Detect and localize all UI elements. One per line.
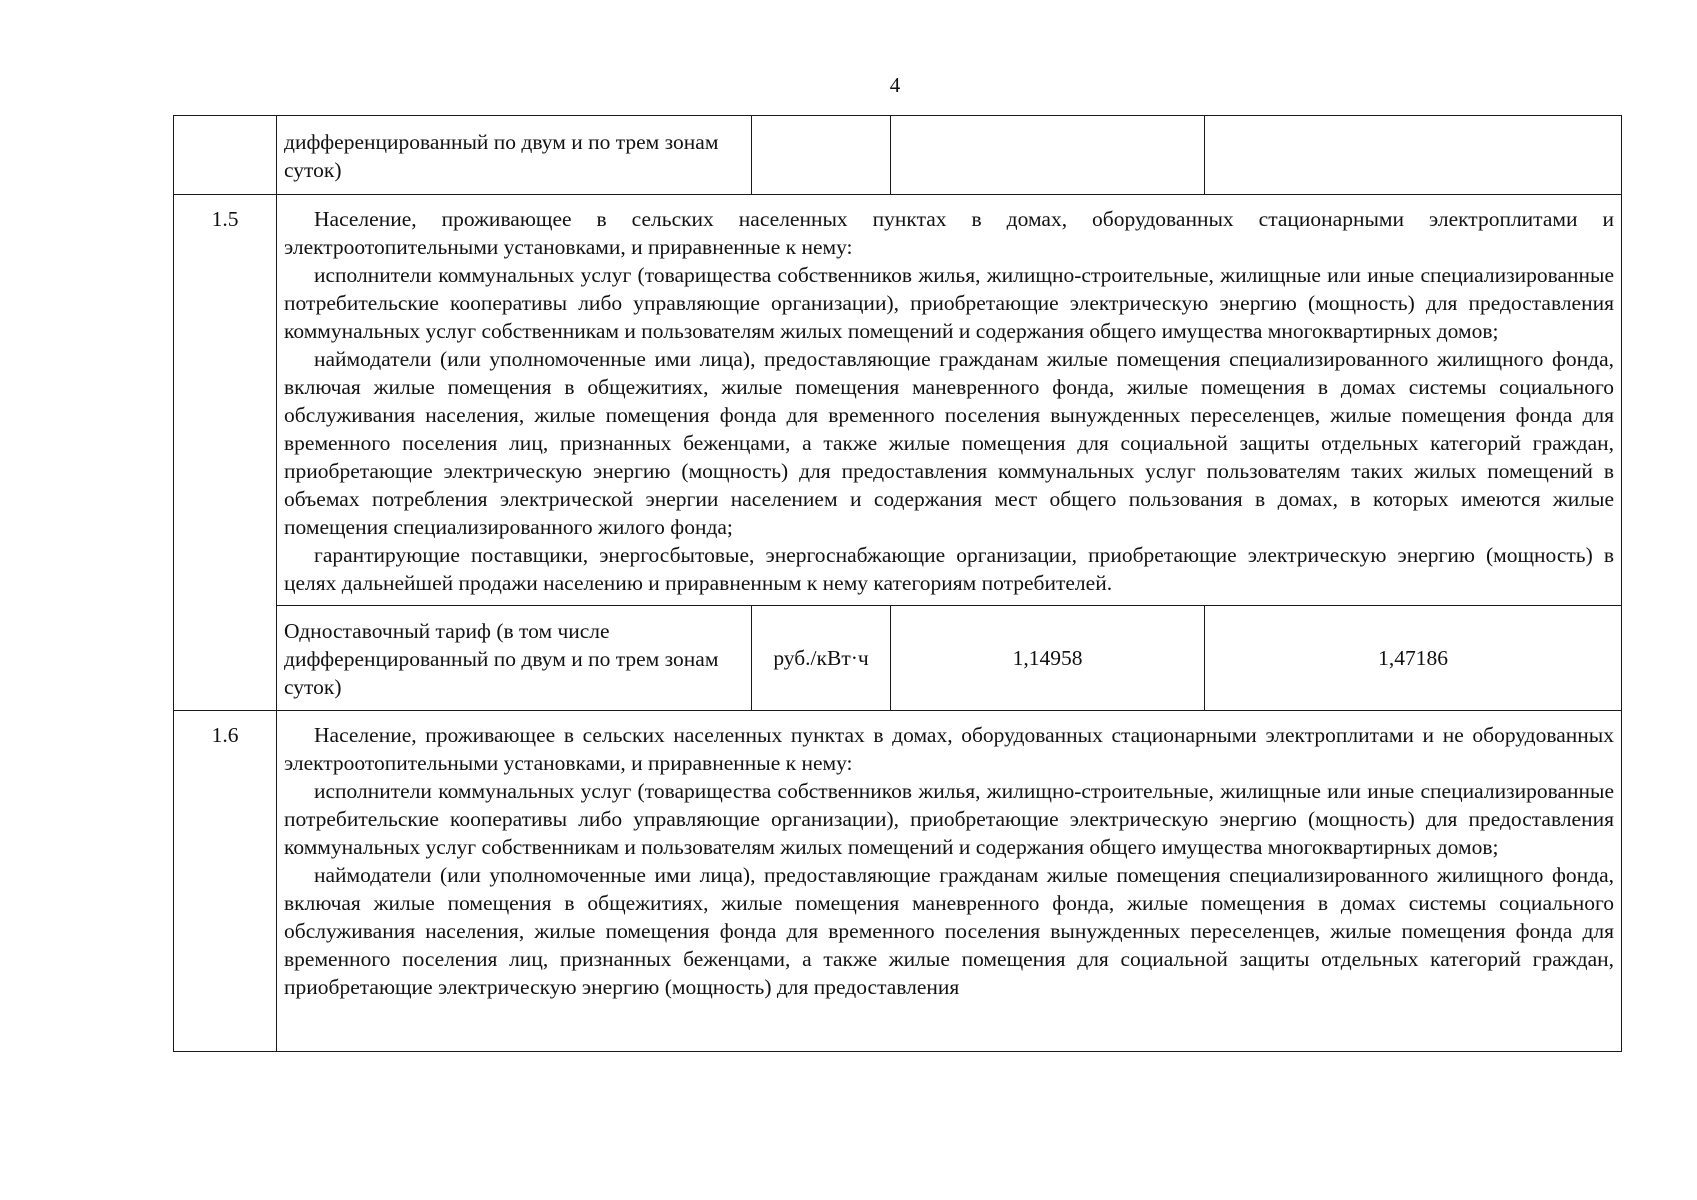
value-cell-2 bbox=[1205, 116, 1622, 195]
value-cell-1: 1,14958 bbox=[891, 606, 1205, 711]
tariff-name-cell: Одноставочный тариф (в том числе дифференцированный по двум и по трем зонам суток) bbox=[277, 606, 752, 711]
table-row-1-6 bbox=[174, 711, 1622, 1052]
value-cell-2: 1,47186 bbox=[1205, 606, 1622, 711]
row-number: 1.6 bbox=[174, 711, 277, 1052]
description-paragraph: Население, проживающее в сельских населенных пунктах в домах, оборудованных стационарными электроплитами и не оборудованных электроотопительными установками, и приравненные к нему: bbox=[284, 723, 1614, 775]
tariff-table bbox=[173, 115, 1622, 1052]
unit-cell: руб./кВт·ч bbox=[752, 606, 891, 711]
description-paragraph: исполнители коммунальных услуг (товарищества собственников жилья, жилищно-строительные, жилищные или иные специализированные потребительские кооперативы либо управляющие организации), приобретающие электрическую энергию (мощность) для предоставления коммунальных услуг собственникам и пользователям жилых помещений и содержания общего имущества многоквартирных домов; bbox=[284, 263, 1614, 343]
table-row-tariff-1-5 bbox=[174, 606, 1622, 711]
description-paragraph: наймодатели (или уполномоченные ими лица), предоставляющие гражданам жилые помещения специализированного жилищного фонда, включая жилые помещения в общежитиях, жилые помещения маневренного фонда, жилые помещения в домах системы социального обслуживания населения, жилые помещения фонда для временного поселения вынужденных переселенцев, жилые помещения фонда для временного поселения лиц, признанных беженцами, а также жилые помещения для социальной защиты отдельных категорий граждан, приобретающие электрическую энергию (мощность) для предоставления коммунальных услуг пользователям таких жилых помещений в объемах потребления электрической энергии населением и содержания мест общего пользования в домах, в которых имеются жилые помещения специализированного жилого фонда; bbox=[284, 347, 1614, 539]
row-number: 1.5 bbox=[174, 195, 277, 711]
description-paragraph: Население, проживающее в сельских населенных пунктах в домах, оборудованных стационарными электроплитами и электроотопительными установками, и приравненные к нему: bbox=[284, 207, 1614, 259]
unit-cell bbox=[752, 116, 891, 195]
row-number-cell bbox=[174, 116, 277, 195]
consumer-description bbox=[277, 711, 1622, 1052]
description-paragraph: гарантирующие поставщики, энергосбытовые, энергоснабжающие организации, приобретающие электрическую энергию (мощность) в целях дальнейшей продажи населению и приравненным к нему категориям потребителей. bbox=[284, 543, 1614, 595]
description-wrapper bbox=[284, 721, 1614, 1027]
tariff-name-cell: дифференцированный по двум и по трем зонам суток) bbox=[277, 116, 752, 195]
description-paragraph: наймодатели (или уполномоченные ими лица), предоставляющие гражданам жилые помещения специализированного жилищного фонда, включая жилые помещения в общежитиях, жилые помещения маневренного фонда, жилые помещения в домах системы социального обслуживания населения, жилые помещения фонда для временного поселения вынужденных переселенцев, жилые помещения фонда для временного поселения лиц, признанных беженцами, а также жилые помещения для социальной защиты отдельных категорий граждан, приобретающие электрическую энергию (мощность) для предоставления bbox=[284, 863, 1614, 999]
description-paragraph: исполнители коммунальных услуг (товарищества собственников жилья, жилищно-строительные, жилищные или иные специализированные потребительские кооперативы либо управляющие организации), приобретающие электрическую энергию (мощность) для предоставления коммунальных услуг собственникам и пользователям жилых помещений и содержания общего имущества многоквартирных домов; bbox=[284, 779, 1614, 859]
page-number: 4 bbox=[889, 73, 901, 97]
table-row-continuation bbox=[174, 116, 1622, 195]
consumer-description bbox=[277, 195, 1622, 606]
table-row-1-5 bbox=[174, 195, 1622, 606]
value-cell-1 bbox=[891, 116, 1205, 195]
